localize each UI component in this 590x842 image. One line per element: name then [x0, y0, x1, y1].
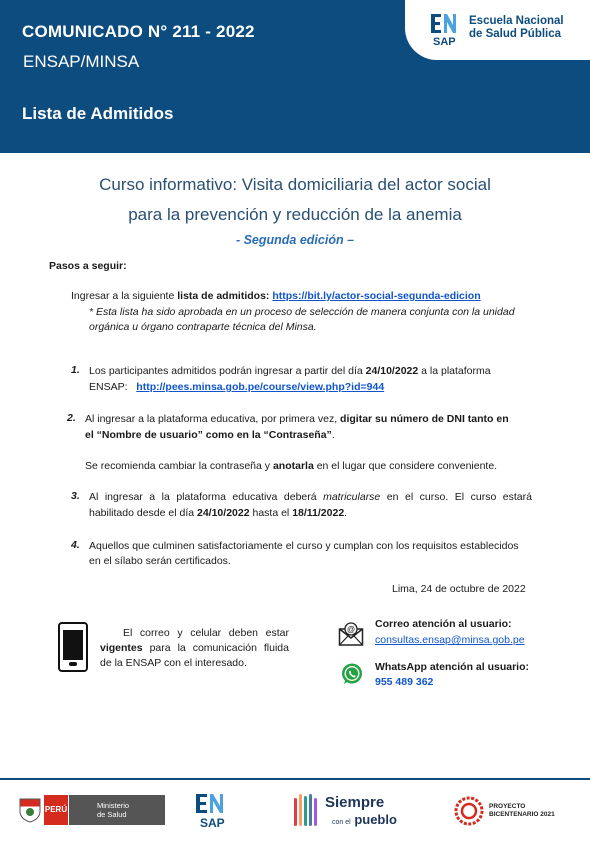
phone-note-line3: de la ENSAP con el interesado.	[100, 657, 247, 669]
mobile-phone-icon	[58, 622, 88, 672]
step2-line1: Al ingresar a la plataforma educativa, por primera vez, digitar su número de DNI tanto en	[85, 413, 509, 425]
ensap-footer-logo-icon	[192, 790, 232, 830]
pueblo-label: con el pueblo	[332, 812, 397, 827]
communique-subtitle: ENSAP/MINSA	[23, 52, 140, 71]
ensap-logo	[405, 0, 590, 60]
step1-line1: Los participantes admitidos podrán ingresar a partir del día 24/10/2022 a la plataforma	[89, 365, 491, 377]
proyecto-label: PROYECTO	[489, 803, 526, 810]
communique-title: COMUNICADO N° 211 - 2022	[22, 22, 255, 41]
minsa-logo	[18, 795, 165, 825]
intro-line: Ingresar a la siguiente lista de admitidos: https://bit.ly/actor-social-segunda-edicion	[71, 290, 481, 302]
siempre-con-el-pueblo-logo	[292, 792, 402, 830]
ministerio-label: Ministerio de Salud	[69, 795, 165, 825]
course-edition: - Segunda edición –	[235, 233, 355, 247]
bicentenario-logo	[453, 795, 573, 827]
intro-note-line1: * Esta lista ha sido aprobada en un proceso de selección de manera conjunta con la unidad	[89, 306, 515, 318]
step4-line2: en el sílabo serán certificados.	[89, 555, 231, 567]
step3-line2: habilitado desde el día 24/10/2022 hasta el 18/11/2022.	[89, 507, 348, 519]
footer-divider	[0, 778, 590, 780]
steps-heading: Pasos a seguir:	[49, 260, 127, 272]
svg-text:@: @	[347, 625, 355, 634]
peru-label: PERÚ	[44, 795, 68, 825]
email-address	[375, 633, 525, 648]
step4-line1: Aquellos que culminen satisfactoriamente el curso y cumplan con los requisitos establecidos	[89, 540, 519, 552]
step1-number: 1.	[71, 364, 80, 376]
peru-shield-icon	[18, 797, 42, 823]
phone-note-line1: El correo y celular deben estar	[122, 627, 289, 639]
bicentenario-label: BICENTENARIO 2021	[489, 811, 555, 818]
date-line: Lima, 24 de octubre de 2022	[392, 583, 526, 595]
list-title: Lista de Admitidos	[22, 104, 174, 123]
step1-line2: ENSAP: http://pees.minsa.gob.pe/course/view.php?id=944	[89, 381, 385, 393]
step2-recommendation: Se recomienda cambiar la contraseña y anotarla en el lugar que considere conveniente.	[85, 460, 498, 472]
step3-line1: Al ingresar a la plataforma educativa deberá matricularse en el curso. El curso estará	[89, 491, 532, 503]
whatsapp-number: 955 489 362	[375, 676, 434, 688]
logo-line2: de Salud Pública	[469, 28, 562, 40]
svg-text:SAP: SAP	[433, 36, 456, 48]
course-title-line2: para la prevención y reducción de la anemia	[128, 205, 462, 224]
step2-line2: el “Nombre de usuario” como en la “Contraseña”.	[85, 429, 335, 441]
email-icon	[338, 621, 364, 647]
svg-text:SAP: SAP	[200, 816, 225, 830]
intro-note-line2: orgánica u órgano contraparte técnica del Minsa.	[89, 321, 317, 333]
course-title-line1: Curso informativo: Visita domiciliaria del actor social	[99, 175, 491, 194]
email-title: Correo atención al usuario:	[375, 618, 512, 630]
step2-number: 2.	[67, 412, 76, 424]
admitted-list-link[interactable]: https://bit.ly/actor-social-segunda-edicion	[272, 290, 481, 302]
email-link[interactable]: consultas.ensap@minsa.gob.pe	[375, 634, 525, 646]
whatsapp-icon	[340, 662, 364, 686]
step3-number: 3.	[71, 490, 80, 502]
logo-line1: Escuela Nacional	[469, 15, 564, 27]
hands-icon	[292, 792, 322, 828]
bicentenario-icon	[453, 795, 485, 827]
siempre-label: Siempre	[325, 794, 385, 811]
step4-number: 4.	[71, 539, 80, 551]
header-banner	[0, 0, 590, 153]
phone-note-line2: vigentes para la comunicación fluida	[100, 642, 289, 654]
ensap-logo-icon	[427, 8, 465, 48]
platform-course-link[interactable]: http://pees.minsa.gob.pe/course/view.php?id=944	[136, 381, 385, 393]
whatsapp-title: WhatsApp atención al usuario:	[375, 661, 530, 673]
